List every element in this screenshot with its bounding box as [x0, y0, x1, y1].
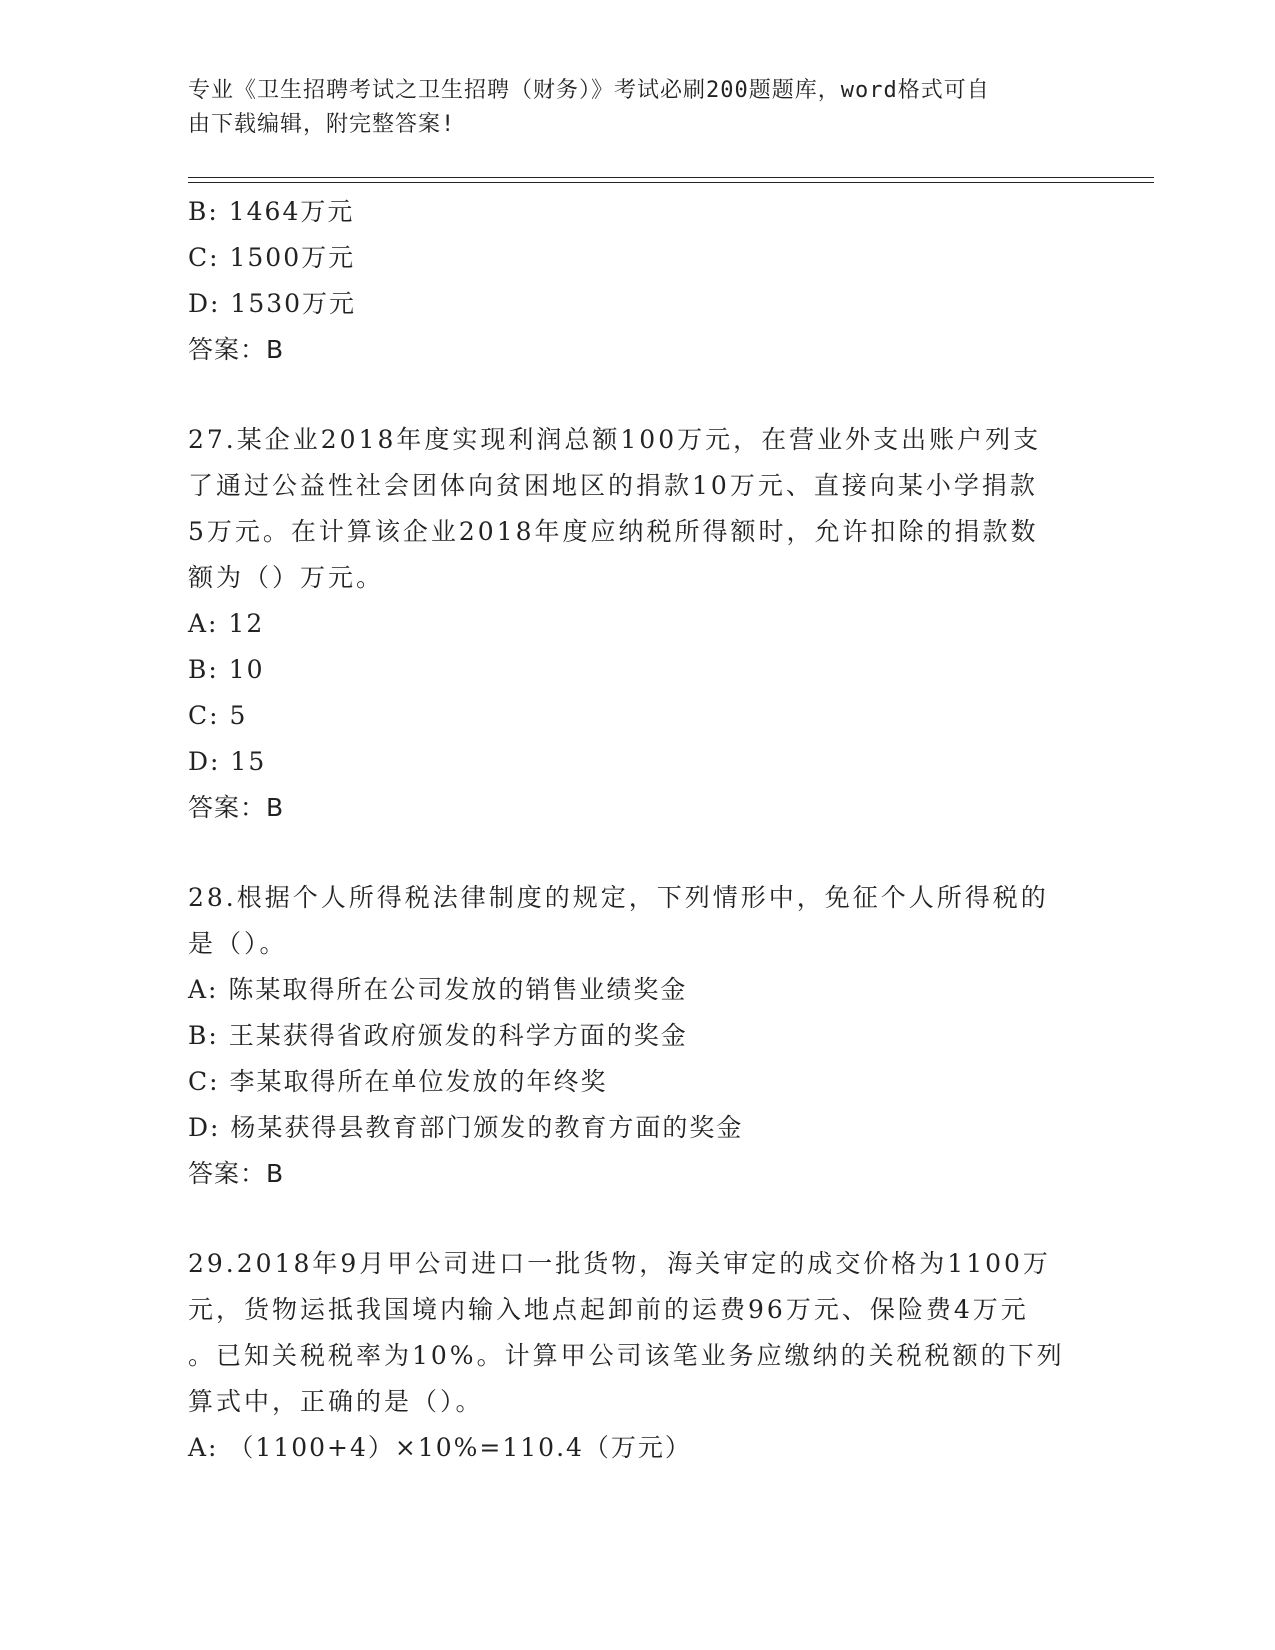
header-divider-bottom — [188, 182, 1154, 183]
question-29 — [188, 1241, 1088, 1471]
option-b: B: 1464万元 — [188, 197, 355, 226]
question-list — [188, 189, 1088, 1471]
answer: 答案：B — [188, 335, 285, 364]
question-26 — [188, 189, 1088, 373]
option-b: B: 王某获得省政府颁发的科学方面的奖金 — [188, 1021, 688, 1050]
option-c: C: 李某取得所在单位发放的年终奖 — [188, 1067, 608, 1096]
document-header — [188, 74, 1068, 142]
question-text-line: 。已知关税税率为10%。计算甲公司该笔业务应缴纳的关税税额的下列 — [188, 1341, 1065, 1370]
option-d: D: 15 — [188, 747, 267, 776]
header-line-1: 专业《卫生招聘考试之卫生招聘（财务）》考试必刷200题题库，word格式可自 — [188, 78, 990, 103]
question-text-line: 29.2018年9月甲公司进口一批货物，海关审定的成交价格为1100万 — [188, 1249, 1051, 1278]
question-text-line: 5万元。在计算该企业2018年度应纳税所得额时，允许扣除的捐款数 — [188, 517, 1039, 546]
question-text-line: 是（）。 — [188, 929, 288, 958]
question-27 — [188, 417, 1088, 831]
option-a: A: （1100+4）×10%=110.4（万元） — [188, 1433, 692, 1462]
option-b: B: 10 — [188, 655, 265, 684]
question-text-line: 算式中，正确的是（）。 — [188, 1387, 484, 1416]
question-text-line: 元，货物运抵我国境内输入地点起卸前的运费96万元、保险费4万元 — [188, 1295, 1029, 1324]
option-c: C: 1500万元 — [188, 243, 356, 272]
option-d: D: 1530万元 — [188, 289, 357, 318]
option-c: C: 5 — [188, 701, 248, 730]
question-text-line: 27.某企业2018年度实现利润总额100万元，在营业外支出账户列支 — [188, 425, 1042, 454]
question-text-line: 额为（）万元。 — [188, 563, 385, 592]
answer: 答案：B — [188, 793, 285, 822]
header-line-2: 由下载编辑，附完整答案! — [188, 112, 456, 137]
header-divider-top — [188, 177, 1154, 178]
option-a: A: 陈某取得所在公司发放的销售业绩奖金 — [188, 975, 688, 1004]
question-text-line: 了通过公益性社会团体向贫困地区的捐款10万元、直接向某小学捐款 — [188, 471, 1038, 500]
answer: 答案：B — [188, 1159, 285, 1188]
question-28 — [188, 875, 1088, 1197]
option-a: A: 12 — [188, 609, 265, 638]
question-text-line: 28.根据个人所得税法律制度的规定，下列情形中，免征个人所得税的 — [188, 883, 1049, 912]
option-d: D: 杨某获得县教育部门颁发的教育方面的奖金 — [188, 1113, 744, 1142]
